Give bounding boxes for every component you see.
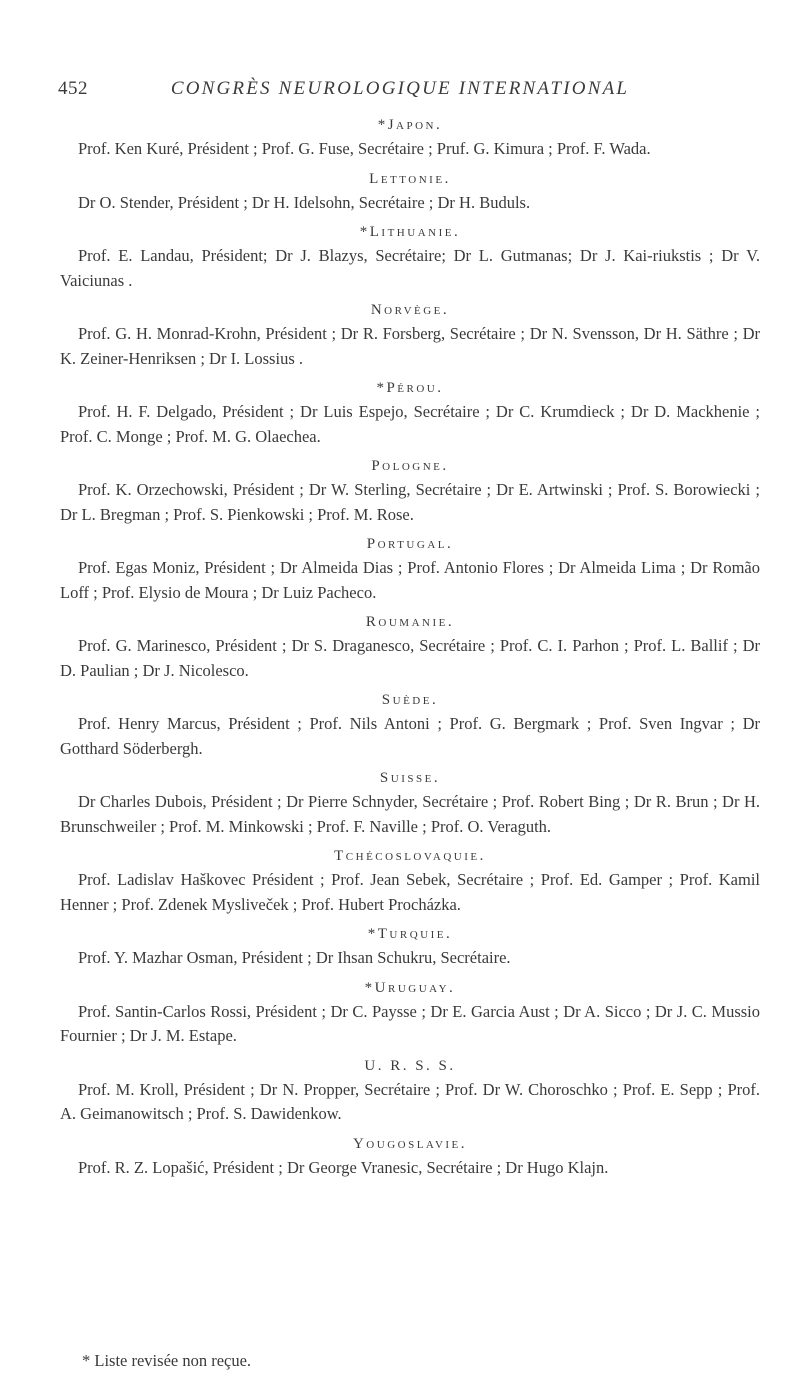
members-paragraph: Prof. E. Landau, Président; Dr J. Blazys, Secrétaire; Dr L. Gutmanas; Dr J. Kai-riukstis ; Dr V. Vaiciunas .	[60, 246, 760, 290]
members-paragraph: Prof. Henry Marcus, Président ; Prof. Nils Antoni ; Prof. G. Bergmark ; Prof. Sven Ingvar ; Dr Gotthard Söderbergh.	[60, 714, 760, 758]
delegations-list	[60, 113, 760, 1185]
country-heading: *Turquie.	[367, 926, 453, 942]
country-heading: Lettonie.	[369, 170, 451, 187]
country-heading: *Lithuanie.	[359, 224, 461, 240]
members-paragraph: Prof. Ken Kuré, Président ; Prof. G. Fuse, Secrétaire ; Pruf. G. Kimura ; Prof. F. Wada.	[78, 139, 651, 158]
country-section	[60, 688, 760, 761]
members-paragraph: Prof. M. Kroll, Président ; Dr N. Propper, Secrétaire ; Prof. Dr W. Choroschko ; Prof. E. Sepp ; Prof. A. Geimanowitsch ; Prof. S. Dawidenkow.	[60, 1079, 760, 1123]
country-section	[60, 976, 760, 1049]
country-section	[60, 454, 760, 527]
country-section	[60, 532, 760, 605]
country-heading: Norvège.	[370, 302, 450, 318]
members-paragraph: Dr Charles Dubois, Président ; Dr Pierre Schnyder, Secrétaire ; Prof. Robert Bing ; Dr R. Brun ; Dr H. Brunschweiler ; Prof. M. Minkowski ; Prof. F. Naville ; Prof. O. Veraguth.	[60, 792, 760, 836]
country-section	[60, 220, 760, 293]
country-heading: Roumanie.	[365, 614, 455, 630]
country-section	[60, 298, 760, 371]
page-header	[50, 78, 750, 108]
members-paragraph: Dr O. Stender, Président ; Dr H. Idelsohn, Secrétaire ; Dr H. Buduls.	[78, 192, 531, 212]
country-heading: Yougoslavie.	[352, 1135, 468, 1152]
page-number: 452	[58, 78, 88, 99]
country-section	[60, 922, 760, 971]
country-section	[60, 1054, 760, 1127]
members-paragraph: Prof. R. Z. Lopašić, Président ; Dr George Vranesic, Secrétaire ; Dr Hugo Klajn.	[78, 1157, 609, 1177]
members-paragraph: Prof. Egas Moniz, Président ; Dr Almeida Dias ; Prof. Antonio Flores ; Dr Almeida Lima ; Dr Romão Loff ; Prof. Elysio de Moura ; Dr Luiz Pacheco.	[60, 558, 760, 602]
footnote: * Liste revisée non reçue.	[82, 1351, 252, 1370]
members-paragraph: Prof. K. Orzechowski, Président ; Dr W. Sterling, Secrétaire ; Dr E. Artwinski ; Prof. S. Borowiecki ; Dr L. Bregman ; Prof. S. Pienkowski ; Prof. M. Rose.	[60, 480, 760, 524]
country-section	[60, 1132, 760, 1181]
country-heading: Pologne.	[371, 458, 449, 474]
members-paragraph: Prof. G. Marinesco, Président ; Dr S. Draganesco, Secrétaire ; Prof. C. I. Parhon ; Prof. L. Ballif ; Dr D. Paulian ; Dr J. Nicolesco.	[60, 636, 760, 680]
country-heading: U. R. S. S.	[364, 1057, 456, 1074]
members-paragraph: Prof. Santin-Carlos Rossi, Président ; Dr C. Paysse ; Dr E. Garcia Aust ; Dr A. Sicco ; Dr J. C. Mussio Fournier ; Dr J. M. Estape.	[60, 1001, 760, 1045]
members-paragraph: Prof. G. H. Monrad-Krohn, Président ; Dr R. Forsberg, Secrétaire ; Dr N. Svensson, Dr H. Säthre ; Dr K. Zeiner-Henriksen ; Dr I. Lossius .	[60, 324, 760, 368]
country-heading: *Uruguay.	[364, 979, 456, 996]
country-section	[60, 610, 760, 683]
country-heading: Tchécoslovaquie.	[334, 848, 486, 864]
members-paragraph: Prof. Ladislav Haškovec Président ; Prof. Jean Sebek, Secrétaire ; Prof. Ed. Gamper ; Prof. Kamil Henner ; Prof. Zdenek Mysliveček ; Prof. Hubert Procházka.	[60, 870, 760, 914]
country-heading: *Pérou.	[376, 380, 444, 396]
country-heading: Suède.	[381, 692, 439, 708]
country-heading: *Japon.	[377, 117, 443, 133]
country-section	[60, 167, 760, 216]
country-section	[60, 766, 760, 839]
country-section	[60, 113, 760, 162]
members-paragraph: Prof. H. F. Delgado, Président ; Dr Luis Espejo, Secrétaire ; Dr C. Krumdieck ; Dr D. Mackhenie ; Prof. C. Monge ; Prof. M. G. Olaechea.	[60, 402, 760, 446]
country-heading: Portugal.	[366, 536, 454, 552]
country-section	[60, 844, 760, 917]
country-heading: Suisse.	[379, 770, 441, 786]
running-title: CONGRÈS NEUROLOGIQUE INTERNATIONAL	[170, 78, 630, 99]
country-section	[60, 376, 760, 449]
members-paragraph: Prof. Y. Mazhar Osman, Président ; Dr Ihsan Schukru, Secrétaire.	[78, 948, 511, 967]
